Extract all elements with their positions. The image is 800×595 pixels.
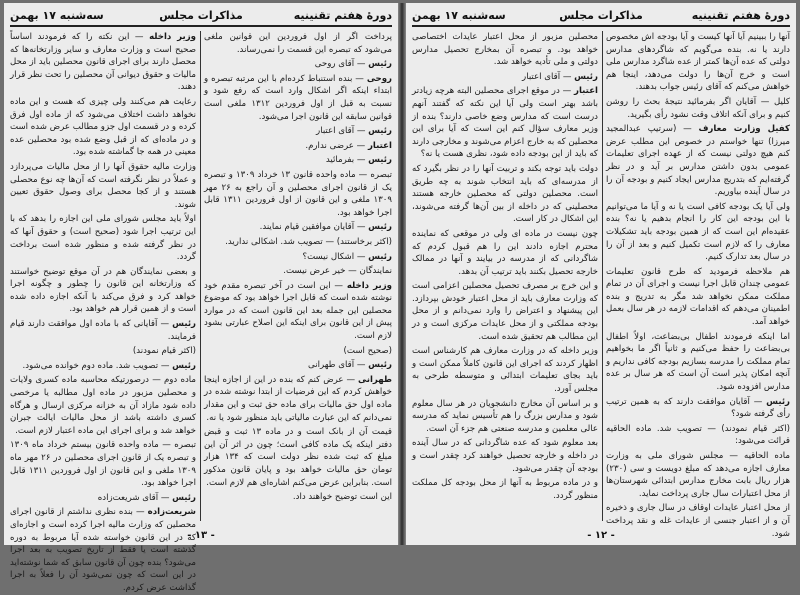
paragraph	[204, 280, 392, 343]
paragraph	[412, 280, 598, 343]
paragraph	[412, 85, 598, 161]
paragraph-text: بعد معلوم شود که عده شاگردانی که در سال آینده در داخله و خارجه تحصیل خواهند کرد چقدر است و بودجه آن چقدر می‌شود.	[412, 438, 598, 474]
paragraph	[412, 228, 598, 278]
paragraph-text: — آقایان موافقت دارند که به همین ترتیب رأی گرفته شود؟	[606, 396, 790, 420]
paragraph	[606, 396, 790, 421]
paragraph-text: ولی آیا یک بودجه کافی است یا نه و آیا ما می‌توانیم با این بودجه این کار را انجام بدهیم یا نه؟ بنده عقیده‌ام این است که از همین بودجه باید تشکیلات معارف را که لازم است تکمیل کنیم و بعد از آن را در سال بعد تدارک کنیم.	[606, 201, 790, 263]
speaker-name: رئیس	[368, 126, 392, 137]
paragraph-text: محصلین مزبور از محل اعتبار عایدات اختصاصی خواهد بود. و تبصره آن بمخارج تحصیل مدارس دولتی و ملی تأدیه خواهد شد.	[412, 32, 598, 68]
paragraph-text: اما اینکه فرمودند اطفال بی‌بضاعت، اولاً اطفال بی‌بضاعت را حفظ می‌کنیم و ثانیاً اگر ما بخواهیم تمام مملکت را مدرسه بسازیم بودجه کافی نداریم و آنچه امکان پذیر است آن است که هر سال بر عده مدارس افزوده شود.	[606, 331, 790, 393]
paragraph-text: — آقای اعتبار	[316, 126, 366, 137]
paragraph	[10, 506, 196, 594]
paragraph-text: — (سرتیپ عبدالمجید میرزا) تنها خواستم در خصوص این مطلب عرض کنم هیچ دولتی نیست که از عهده اجرای تعلیمات عمومی بدون داشتن مدارس بر آید و در نظر گرفته‌ایم که بتدریج مدارس ایجاد کنیم و بودجه آن را در سال آینده بیاوریم.	[606, 124, 790, 198]
speaker-name: رئیس	[368, 251, 392, 262]
paragraph-text: رعایت هم می‌کنند ولی چیزی که هست و این ماده نخواهد داشت اختلاف می‌شود که از ماده اول فرق کرده و در قسمت اول جزو مطالب عرض شده است و در ماده‌ای که از قبل وضع شده بود محصلین عده معینی در همه جا گماشته شده بود.	[10, 96, 196, 158]
paragraph-text: این است توضیح خواهند داد.	[292, 492, 392, 503]
paragraph-text: دولت باید توجه بکند و تربیت آنها را در نظر بگیرد که از مدرسه‌ای که باید انتخاب شوند به چه طریق است. محصلین دولتی که محصلین خارجه هستند محصلینی که در داخله از بین آن‌ها گرفته می‌شوند، این اشکال در کار است.	[412, 163, 598, 225]
paragraph-text: آنها را ببینیم آیا آنها کیست و آیا بودجه اش مخصوص دارند یا نه. بنده می‌گویم که شاگردهای مدارس دولتی که عده آن‌ها کمتر از عده شاگرد مدارس ملی است و خرج آن‌ها را دولت می‌دهد، اینجا هم خواهش می‌کنم که آقای رئیس جواب بدهند.	[606, 32, 790, 93]
paragraph	[10, 31, 196, 94]
paragraph-text: تبصره — ماده واحده قانون ۱۳ خرداد ۱۳۰۹ و تبصره یک از قانون اجرای محصلین و آن راجع به ۲۶ مهر ۱۳۰۹ ملغی و این قانون از اول فروردین ۱۳۱۱ قابل اجرا خواهد بود.	[204, 169, 393, 218]
paragraph	[10, 318, 196, 343]
paragraph	[10, 439, 196, 489]
paragraph-text: پرداخت اگر از اول فروردین این قوانین ملغی می‌شود که تبصره این قسمت را نمی‌رساند.	[204, 32, 392, 55]
text-column-right	[606, 31, 791, 539]
paragraph	[204, 154, 392, 167]
paragraph	[412, 477, 598, 502]
speaker-name: وزیر داخله	[149, 32, 197, 42]
paragraph-text: — عرض کنم که بنده در این از اجازه اینجا خواهش کردم که این فرضیات از ابتدا نوشته شده در ماده اول حق مالیات برای ماده حق ثبت و این مقدار نمی‌دانم که این عبارت مالیاتی باید منظور شود یا نه.	[204, 374, 392, 423]
paragraph	[606, 266, 790, 329]
paragraph-text: وزیر داخله که در وزارت معارف هم کارشناس است اظهار کردند که اجرای این قانون کاملاً ممکن است و باید بجای تعلیمات ابتدائی و متوسطه طرحی به مجلس آورد.	[412, 346, 598, 395]
paragraph-text: — آقای طهرانی	[308, 360, 366, 371]
speaker-name: وزیر داخله	[346, 280, 393, 291]
speaker-name: اعتبار	[574, 86, 599, 97]
paragraph	[204, 251, 392, 264]
paragraph-text: — در موقع اجرای محصلین البته هرچه زیادتر باشد بهتر است ولی آیا این نکته که گفتند آنهم درست است که مدارس وضع خاصی دارند؟ بنده از وزیر معارف سؤال کنم این است که آیا برای این محصلین که به خارج اعزام می‌شوند و مخارجی دارند که باید از این بودجه داده شود، نظری هست یا نه؟	[412, 86, 598, 160]
left-page-header	[10, 6, 392, 24]
speaker-name: رئیس	[172, 319, 197, 330]
paragraph	[412, 71, 598, 84]
header-rule	[10, 25, 392, 27]
right-page	[406, 3, 796, 545]
paragraph-text: و بر اساس آن مخارج دانشجویان در هر سال معلوم شود و مدارس بزرگ را هم تأسیس نماید که مدرسه عالی معلمین و مدرسه صنعتی هم جزء آن است.	[412, 398, 598, 434]
paragraph	[204, 31, 392, 56]
paragraph	[204, 125, 392, 138]
paragraph	[606, 423, 790, 448]
paragraph-text: — بنده استنباط کرده‌ام با این مرتبه تبصره و ابتداء اینکه اگر اشکال وارد است که رفع شود و نسبت به قبل از اول فروردین ۱۳۱۲ ملغی است قوانین سابقه این قانون اجرا می‌شود.	[204, 73, 393, 122]
paragraph-text: و این خرج بر مصرف تحصیل محصلین اعزامی است که وزارت معارف باید از محل اعتبار خودش بپردازد. این پیشنهاد و اعتراض را وارد نمی‌دانم و از محل بودجه مملکتی و از محل عایدات مرکزی است و در این مطالب هم تحقیق شده است.	[412, 281, 598, 342]
paragraph	[10, 360, 196, 373]
paragraph	[204, 221, 392, 234]
paragraph	[204, 58, 392, 71]
paragraph-text: (اکثر قیام نمودند)	[132, 346, 196, 357]
right-page-header	[412, 6, 790, 24]
paragraph	[10, 345, 196, 358]
paragraph-text: — آقای روحی	[314, 59, 366, 70]
paragraph	[606, 450, 790, 500]
paragraph-text: و بعضی نمایندگان هم در آن موقع توضیح خواستند که وزارتخانه این قانون را چطور و چگونه اجرا خواهد کرد و فرق می‌کند با آنکه اجازه داده شده است و از همین قرار هم خواهد بود.	[10, 266, 196, 315]
paragraph-text: — اشکال نیست؟	[302, 251, 366, 262]
speaker-name: رئیس	[172, 492, 196, 503]
paragraph	[10, 96, 196, 159]
paragraph	[412, 31, 598, 69]
text-column-left	[412, 31, 598, 521]
paragraph	[204, 236, 392, 249]
left-page	[4, 3, 398, 593]
paragraph-text: — بنده نظری نداشتم از قانون اجرای محصلین که وزارت مالیه اجرا کرده است و اجازه‌ای که در این قانون خواسته شده آیا مربوط به دوره گذشته است یا فقط از تاریخ تصویب به بعد اجرا می‌شود؟ بنده چون آن قانون سابق که شما نوشته‌اید در این است که چون نمی‌شود آن را فعلاً به اجرا گذاشت عرض کردم.	[10, 507, 196, 593]
paragraph	[10, 374, 196, 437]
paragraph	[606, 123, 790, 199]
paragraph	[204, 73, 392, 123]
paragraph-text: — این نکته را که فرمودند اساساً صحیح است و وزارت معارف و سایر وزارتخانه‌ها که محصل دارند برای اجرای قانون محصلین باید از محل مالیات و حقوق دیوانی آن محصلین را تحت نظر قرار دهند.	[9, 32, 196, 93]
paragraph-text: (اکثر قیام نمودند) — تصویب شد. ماده الحاقیه قرائت می‌شود:	[606, 423, 790, 447]
speaker-name: رئیس	[766, 396, 791, 407]
paragraph	[606, 31, 790, 94]
speaker-name: شریعت‌زاده	[147, 507, 196, 518]
paragraph	[204, 491, 392, 504]
paragraph	[204, 140, 392, 153]
text-column-right	[204, 31, 392, 521]
paragraph-text: — این است در آخر تبصره مقدم خود نوشته شده است که قابل اجرا خواهد بود که موضوع محصلین این جمله بعد این قانون است که در موارد پیش از این قانون برای اینکه این اصلاح عبارتی بشود لازم است.	[204, 280, 392, 342]
paragraph-text: — تصویب شد. ماده دوم خوانده می‌شود.	[22, 360, 170, 371]
paragraph	[204, 345, 392, 358]
paragraph	[10, 161, 196, 211]
paragraph	[412, 398, 598, 436]
paragraph	[204, 169, 392, 219]
speaker-name: رئیس	[574, 71, 598, 82]
paragraph	[10, 266, 196, 316]
paragraph	[412, 437, 598, 475]
header-issue: دورهٔ هفتم تقنینیه	[293, 8, 392, 22]
speaker-name: طهرانی	[358, 374, 393, 385]
speaker-name: رئیس	[368, 222, 392, 233]
paragraph-text: چون نیست در ماده ای ولی در موقعی که نماینده محترم اجازه دادند این را هم قبول کردم که شاگردانی که از مدرسه در بیایند و آنها در ممالک خارجه تحصیل بکنند باید ترتیب آن بدهد.	[412, 228, 598, 277]
book-spread	[4, 3, 796, 593]
paragraph-text: نمایندگان — خیر عرض نیست.	[283, 266, 392, 277]
speaker-name: رئیس	[368, 155, 392, 166]
header-date: سه‌شنبه ۱۷ بهمن	[10, 8, 104, 22]
page-number: - ۱۳ -	[187, 530, 215, 541]
header-title: مذاکرات مجلس	[159, 8, 243, 22]
speaker-name: رئیس	[172, 360, 196, 371]
paragraph-text: — آقایانی که با ماده اول موافقت دارند قیام فرمایند.	[10, 319, 196, 342]
paragraph	[204, 374, 392, 424]
paragraph	[204, 426, 392, 489]
column-divider	[200, 31, 201, 521]
header-issue: دورهٔ هفتم تقنینیه	[691, 8, 790, 22]
paragraph-text: کلیل — آقایان اگر بفرمائید نتیجهٔ بحث را روشن کنیم و برای آنکه اتلاف وقت نشود رأی بگیرید.	[606, 96, 790, 120]
paragraph	[606, 331, 790, 394]
paragraph-text: — آقای اعتبار	[522, 71, 572, 82]
paragraph	[204, 359, 392, 372]
paragraph-text: اولاً باید مجلس شورای ملی این اجازه را بدهد که با این ترتیب اجرا شود (صحیح است) و حقوق آنها که در نظر گرفته شده و منظور شده است برداخت گردد.	[10, 214, 196, 263]
paragraph-text: هم ملاحظه فرمودید که طرح قانون تعلیمات عمومی چندان قابل اجرا نیست و اجرای آن در تمام مملکت ممکن نخواهد شد مگر به تدریج و بنده اطمینان می‌دهم که اقدامات لازمه در هر سال بعمل خواهد آمد.	[606, 266, 790, 328]
header-title: مذاکرات مجلس	[559, 8, 643, 22]
paragraph-text: ماده الحاقیه — مجلس شورای ملی به وزارت معارف اجازه می‌دهد که مبلغ دویست و سی (۲۳۰) هزار ریال بابت مخارج مدارس ابتدائی شهرستان‌ها از محل اعتبارات سال جاری پرداخت نماید.	[606, 451, 790, 499]
header-rule	[412, 25, 790, 27]
paragraph-text: ماده دوم — درصورتیکه محاسبه ماده کسری ولایات و محصلین مزبور در ماده اول مطالبه یا مرخصی داده شود مازاد آن به خزانه مرکزی ارسال و هرگاه کسری داشته باشد از محل مالیات ایالت جبران خواهد شد و برای اجرای این ماده اعتبار لازم است.	[10, 375, 196, 436]
speaker-name: روحی	[366, 73, 393, 84]
paragraph-text: (اکثر برخاستند) — تصویب شد. اشکالی ندارید.	[225, 236, 392, 247]
paragraph	[412, 163, 598, 226]
paragraph-text: — بفرمائید	[325, 155, 366, 166]
paragraph	[204, 265, 392, 278]
speaker-name: کفیل وزارت معارف	[698, 124, 790, 135]
paragraph	[606, 201, 790, 264]
paragraph	[412, 345, 598, 395]
paragraph-text: از محل اعتبار عایدات اوقاف در سال جاری و ذخیره آن و از اعتبار جنسی از عایدات غله و نقد پرداخت شود.	[606, 503, 790, 539]
paragraph-text: تبصره — ماده واحده قانون بیستم خرداد ماه ۱۳۰۹ و تبصره یک از قانون اجرای محصلین در ۲۶ مهر ماه ۱۳۰۹ ملغی و این قانون از اول فروردین ۱۳۱۱ قابل اجرا خواهد بود.	[10, 440, 197, 489]
speaker-name: رئیس	[368, 360, 392, 371]
text-column-left	[9, 31, 197, 593]
speaker-name: رئیس	[368, 59, 392, 70]
page-number: - ۱۲ -	[587, 530, 615, 541]
paragraph-text: وزارت مالیه حقوق آنها را از محل مالیات می‌پردازد و عملاً در نظر نگرفته است که آن‌ها چه نوع محصلی هستند و از کجا محصل برای وصول حقوق تعیین شوند.	[10, 161, 196, 210]
header-date: سه‌شنبه ۱۷ بهمن	[412, 8, 506, 22]
paragraph-text: — آقای شریعت‌زاده	[97, 492, 170, 503]
paragraph-text: (صحیح است)	[343, 345, 392, 356]
paragraph-text: — عرضی ندارم.	[305, 140, 366, 151]
paragraph-text: قیمت آن از بانک است و در ماده ۱۳ ثبت و قبض دفتر اینکه یک ماده کافی است؛ چون در اثر آن این مبلغ که ثبت شده نظر دولت است که ۱۳۴ هزار تومان حق مالیات خواهد بود و پایان قانون مذکور است. بنابراین عرض می‌کنم اشاره‌ای هم لازم است.	[204, 427, 392, 488]
paragraph	[10, 492, 196, 505]
paragraph-text: و در ماده مربوط به آنها از محل بودجه کل مملکت منظور گردد.	[412, 478, 598, 501]
paragraph	[10, 213, 196, 263]
paragraph	[606, 96, 790, 121]
book-gutter	[398, 3, 406, 545]
paragraph-text: — آقایان موافقین قیام نمایند.	[259, 222, 366, 233]
column-divider	[602, 31, 603, 521]
speaker-name: اعتبار	[367, 140, 392, 151]
